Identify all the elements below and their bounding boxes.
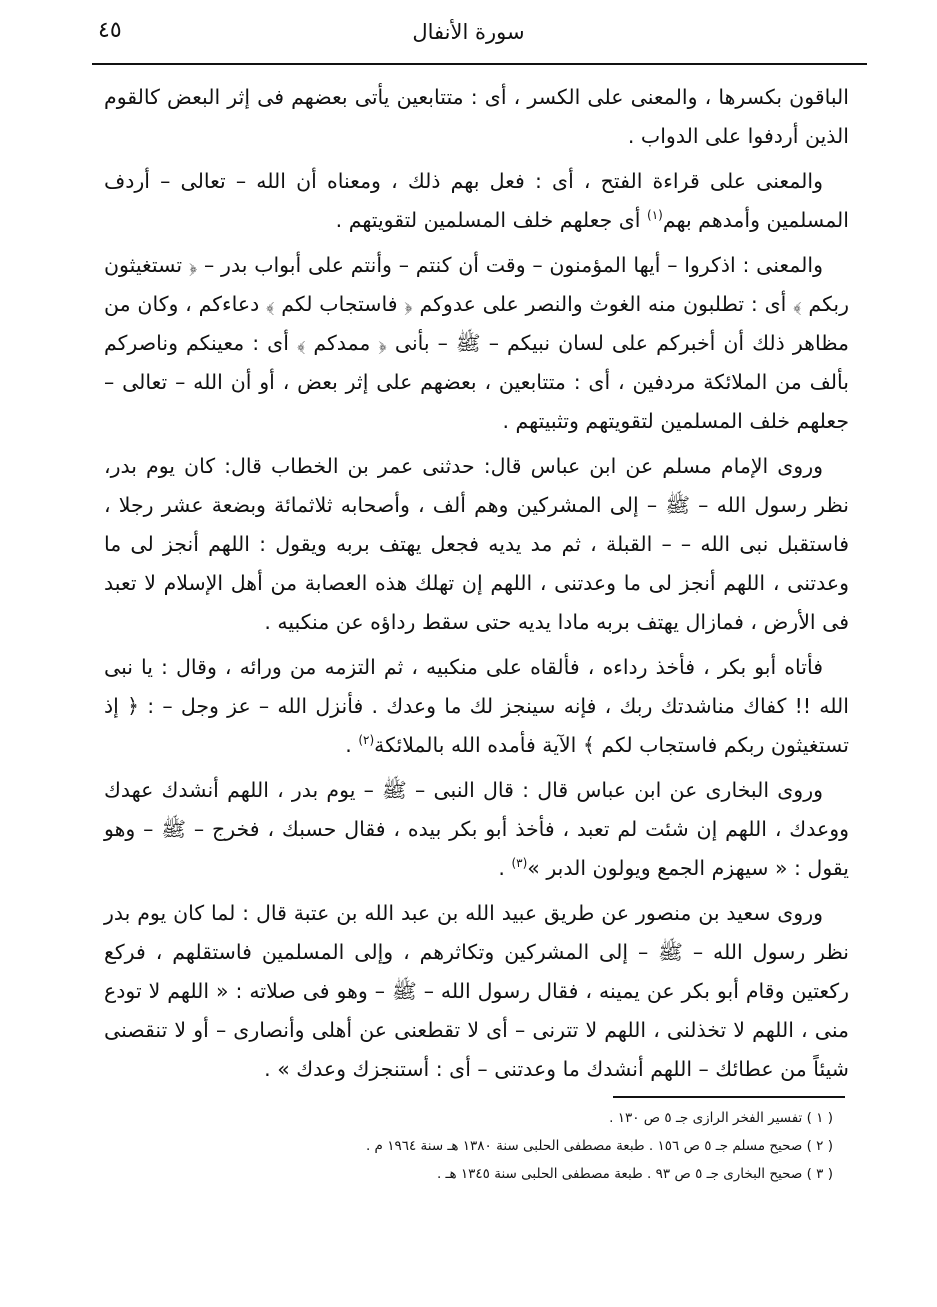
paragraph-text: فأتاه أبو بكر ، فأخذ رداءه ، فألقاه على منكبيه ، ثم التزمه من ورائه ، وقال : يا نبى الله !! كفاك مناشدتك ربك ، فإنه سينجز لك ما وعدك . فأنزل الله – عز وجل – : ﴿ إذ تستغيثون ربكم فاستجاب لكم ﴾ الآية فأمده الله بالملائكة [104,655,849,757]
footnote: ( ١ ) تفسير الفخر الرازى جـ ٥ ص ١٣٠ . [609,1110,833,1126]
footnotes [140,1104,833,1188]
paragraph-text: أى جعلهم خلف المسلمين لتقويتهم . [335,208,648,232]
paragraph [104,78,849,156]
paragraph [104,894,849,1089]
paragraph [104,162,849,240]
paragraph-text: . [345,733,359,757]
paragraph [104,246,849,441]
paragraph-text: وروى سعيد بن منصور عن طريق عبيد الله بن عبد الله بن عتبة قال : لما كان يوم بدر نظر رسول الله – ﷺ – إلى المشركين وتكاثرهم ، وإلى المسلمين فاستقلهم ، فركع ركعتين وقام أبو بكر عن يمينه ، فقال رسول الله – ﷺ – وهو فى صلاته : « اللهم لا تودع منى ، اللهم لا تخذلنى ، اللهم لا تترنى – أى لا تقطعنى عن أهلى وأنصارى – أو لا تنقصنى شيئاً من عطائك – اللهم أنشدك ما وعدتنى – أى : أستنجزك وعدك » . [104,901,849,1081]
paragraph [104,771,849,888]
paragraph-text: وروى البخارى عن ابن عباس قال : قال النبى – ﷺ – يوم بدر ، اللهم أنشدك عهدك ووعدك ، اللهم إن شئت لم تعبد ، فأخذ أبو بكر بيده ، فقال حسبك ، فخرج – ﷺ – وهو يقول : « سيهزم الجمع ويولون الدبر » [104,778,849,880]
paragraph-text: والمعنى على قراءة الفتح ، أى : فعل بهم ذلك ، ومعناه أن الله – تعالى – أردف المسلمين وأمدهم بهم [104,169,849,232]
header-rule [92,63,867,65]
paragraph-text: الباقون بكسرها ، والمعنى على الكسر ، أى : متتابعين يأتى بعضهم فى إثر البعض كالقوم الذين أردفوا على الدواب . [104,85,849,148]
page-number: ٤٥ [98,18,122,43]
footnote-rule [613,1096,845,1098]
paragraph-text: . [498,856,512,880]
footnote: ( ٣ ) صحيح البخارى جـ ٥ ص ٩٣ . طبعة مصطفى الحلبى سنة ١٣٤٥ هـ . [436,1166,833,1182]
footnote: ( ٢ ) صحيح مسلم جـ ٥ ص ١٥٦ . طبعة مصطفى الحلبى سنة ١٣٨٠ هـ سنة ١٩٦٤ م . [365,1138,833,1154]
paragraph-text: وروى الإمام مسلم عن ابن عباس قال: حدثنى عمر بن الخطاب قال: كان يوم بدر، نظر رسول الله – ﷺ – إلى المشركين وهم ألف ، وأصحابه ثلاثمائة وبضعة عشر رجلا ، فاستقبل نبى الله – – القبلة ، ثم مد يديه فجعل يهتف بربه ويقول : اللهم أنجز لى ما وعدتنى ، اللهم أنجز لى ما وعدتنى ، اللهم إن تهلك هذه العصابة من أهل الإسلام لا تعبد فى الأرض ، فمازال يهتف بربه مادا يديه حتى سقط رداؤه عن منكبيه . [104,454,849,634]
running-title: سورة الأنفال [412,20,525,44]
body-text [104,78,849,1095]
paragraph [104,648,849,765]
footnote-ref-2: (٢) [358,733,375,748]
footnote-ref-1: (١) [647,208,663,223]
paragraph [104,447,849,642]
footnote-ref-3: (٣) [511,856,528,871]
paragraph-text: والمعنى : اذكروا – أيها المؤمنون – وقت أن كنتم – وأنتم على أبواب بدر – ﴿ تستغيثون ربكم ﴾ أى : تطلبون منه الغوث والنصر على عدوكم ﴿ فاستجاب لكم ﴾ دعاءكم ، وكان من مظاهر ذلك أن أخبركم على لسان نبيكم – ﷺ – بأنى ﴿ ممدكم ﴾ أى : معينكم وناصركم بألف من الملائكة مردفين ، أى : متتابعين ، بعضهم على إثر بعض ، أو أن الله – تعالى – جعلهم خلف المسلمين لتقويتهم وتثبيتهم . [104,253,849,433]
